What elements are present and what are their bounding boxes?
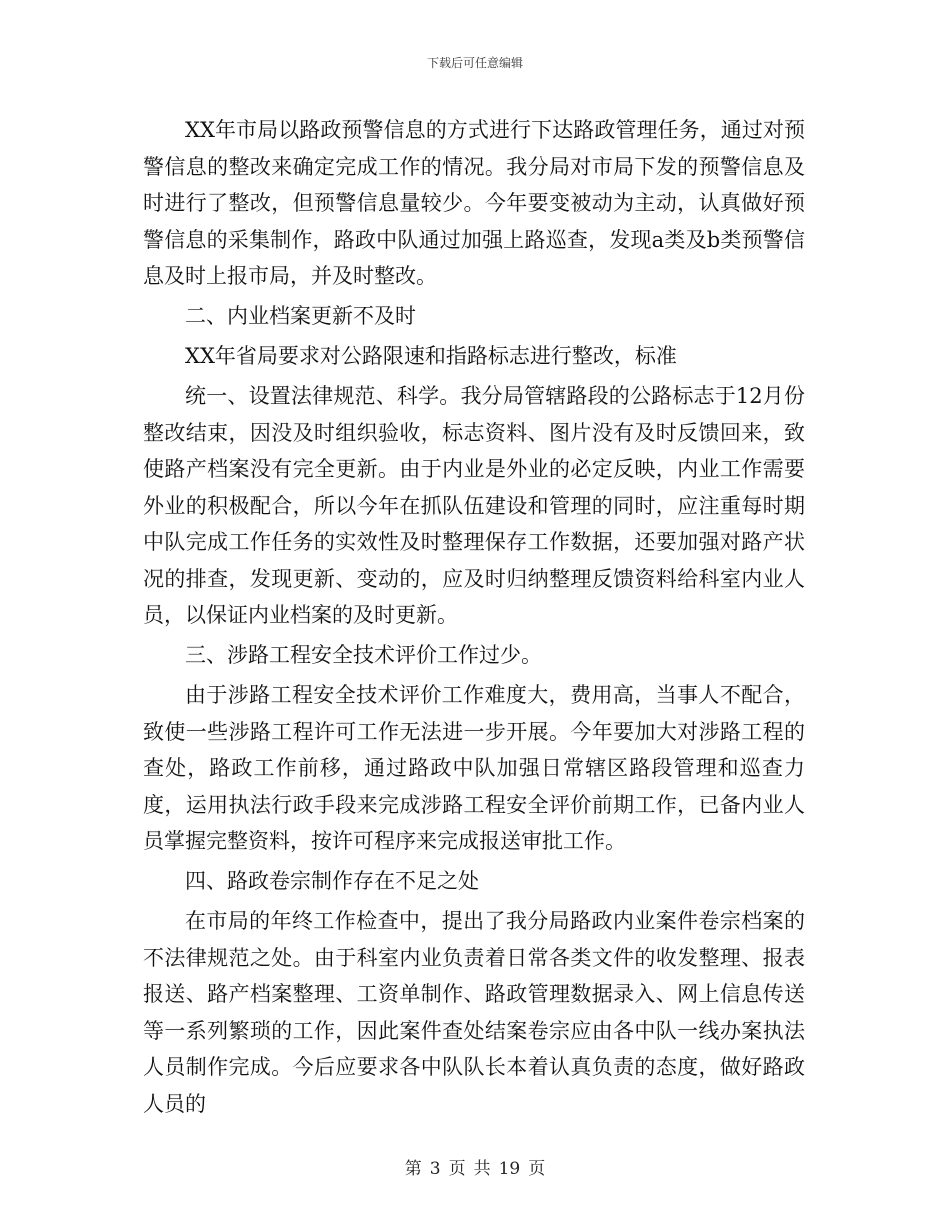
section-heading-2: 二、内业档案更新不及时 [185, 304, 416, 328]
paragraph-1: XX年市局以路政预警信息的方式进行下达路政管理任务，通过对预警信息的整改来确定完成工作的情况。我分局对市局下发的预警信息及时进行了整改，但预警信息量较少。今年要变被动为主动，认真做好预警信息的采集制作，路政中队通过加强上路巡查，发现a类及b类预警信息及时上报市局，并及时整改。 [143, 118, 805, 288]
document-body [143, 112, 805, 1126]
page-header-note: 下载后可任意编辑 [426, 56, 523, 70]
paragraph-4: 统一、设置法律规范、科学。我分局管辖路段的公路标志于12月份整改结束，因没及时组织验收，标志资料、图片没有及时反馈回来，致使路产档案没有完全更新。由于内业是外业的必定反映，内业工作需要外业的积极配合，所以今年在抓队伍建设和管理的同时，应注重每时期中队完成工作任务的实效性及时整理保存工作数据，还要加强对路产状况的排查，发现更新、变动的，应及时归纳整理反馈资料给科室内业人员，以保证内业档案的及时更新。 [143, 384, 805, 627]
footer-page-word: 页 [448, 1159, 466, 1179]
section-heading-3: 三、涉路工程安全技术评价工作过少。 [185, 643, 542, 667]
page-footer [0, 1154, 950, 1179]
paragraph-3: XX年省局要求对公路限速和指路标志进行整改，标准 [185, 344, 677, 368]
paragraph-6: 由于涉路工程安全技术评价工作难度大，费用高，当事人不配合，致使一些涉路工程许可工作无法进一步开展。今年要加大对涉路工程的查处，路政工作前移，通过路政中队加强日常辖区路段管理和巡查力度，运用执法行政手段来完成涉路工程安全评价前期工作，已备内业人员掌握完整资料，按许可程序来完成报送审批工作。 [143, 683, 805, 853]
current-page-number: 3 [429, 1159, 441, 1179]
paragraph-8: 在市局的年终工作检查中，提出了我分局路政内业案件卷宗档案的不法律规范之处。由于科室内业负责着日常各类文件的收发整理、报表报送、路产档案整理、工资单制作、路政管理数据录入、网上信息传送等一系列繁琐的工作，因此案件查处结案卷宗应由各中队一线办案执法人员制作完成。今后应要求各中队队长本着认真负责的态度，做好路政人员的 [143, 909, 805, 1116]
section-heading-4: 四、路政卷宗制作存在不足之处 [185, 869, 479, 893]
footer-total-word: 共 [473, 1159, 491, 1179]
footer-suffix: 页 [528, 1159, 546, 1179]
footer-prefix: 第 [404, 1159, 422, 1179]
total-page-count: 19 [498, 1159, 521, 1179]
